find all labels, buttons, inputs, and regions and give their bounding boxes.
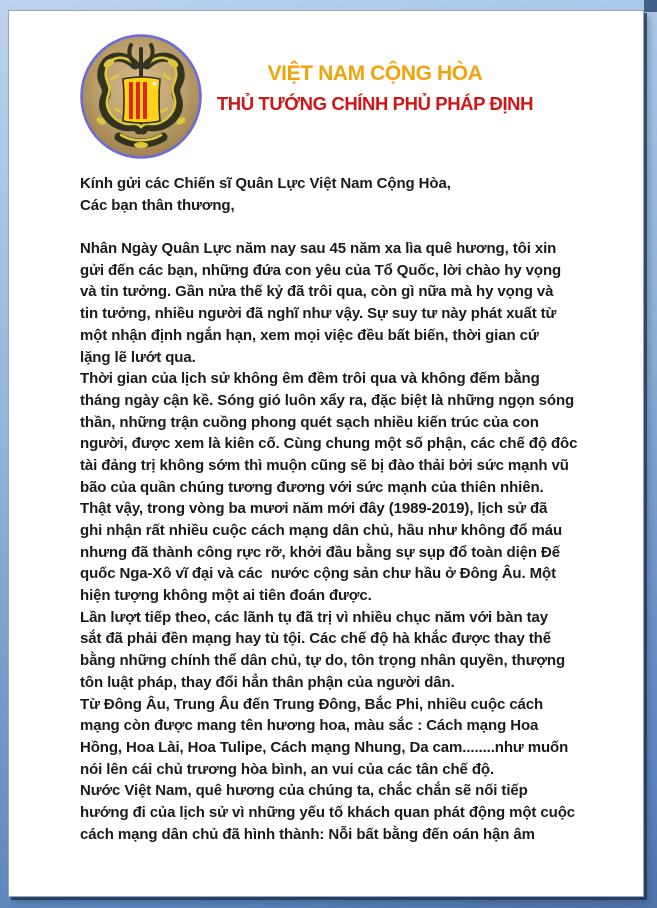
letter-line: Kính gửi các Chiến sĩ Quân Lực Việt Nam Cộng Hòa, (80, 175, 451, 192)
letter-line: Thời gian của lịch sử không êm đềm trôi qua và không đếm bằng (80, 370, 540, 388)
letter-line: tôn luật pháp, thay đổi hẳn thân phận của người dân. (80, 673, 455, 691)
letter-line: cách mạng dân chủ đã hình thành: Nỗi bất bằng đến oán hận âm (80, 825, 535, 843)
letter-line: quốc Nga-Xô vĩ đại và các nước cộng sản chư hầu ở Đông Âu. Một (80, 565, 556, 583)
letter-line: bằng những chính thể dân chủ, tự do, tôn trọng nhân quyền, thượng (80, 652, 566, 670)
letter-line: và tin tưởng. Gần nửa thế kỷ đã trôi qua, còn gì nữa mà hy vọng và (80, 283, 554, 301)
letter-line: thần, những trận cuồng phong quét sạch nhiều kiến trúc của con (80, 413, 539, 431)
letter-line: bão của quần chúng tương đương với sức mạnh của thiên nhiên. (80, 478, 544, 496)
letter-line: một nhận định ngắn hạn, xem mọi việc đều bất biến, thời gian cứ (80, 326, 539, 344)
letter-line: nhưng đã thành công rực rỡ, khởi đầu bằng sự sụp đổ toàn diện Đế (80, 543, 561, 561)
letter-line: lặng lẽ lướt qua. (80, 348, 196, 366)
letter-body (80, 173, 615, 845)
south-vietnam-seal-icon (79, 33, 203, 160)
letter-line: hiện tượng không một ai tiên đoán được. (80, 587, 372, 605)
letter-line: Lần lượt tiếp theo, các lãnh tụ đã trị vì nhiều chục năm với bàn tay (80, 608, 548, 626)
letter-line: Hồng, Hoa Lài, Hoa Tulipe, Cách mạng Nhung, Da cam........như muốn (80, 738, 569, 756)
letterhead-title: VIỆT NAM CỘNG HÒA (267, 62, 483, 85)
letter-line: nói lên cái chủ trương hòa bình, an vui của các tân chế độ. (80, 760, 495, 778)
letter-line: người, được xem là kiên cố. Cùng chung một số phận, các chế độ đôc (80, 435, 578, 453)
letter-line: gửi đến các bạn, những đứa con yêu của Tổ Quốc, lời chào hy vọng (80, 261, 562, 279)
document-page (8, 10, 644, 897)
letter-line: Nhân Ngày Quân Lực năm nay sau 45 năm xa lìa quê hương, tôi xin (80, 240, 557, 258)
letter-line: Các bạn thân thương, (80, 196, 235, 214)
letter-line: Thật vậy, trong vòng ba mươi năm mới đây (1989-2019), lịch sử đã (80, 500, 548, 518)
letterhead (205, 61, 545, 116)
letter-line: Nước Việt Nam, quê hương của chúng ta, chắc chắn sẽ nối tiếp (80, 782, 528, 800)
letter-line: Từ Đông Âu, Trung Âu đến Trung Đông, Bắc Phi, nhiều cuộc cách (80, 695, 544, 713)
letter-line (80, 216, 615, 238)
letter-line: tháng ngày cận kề. Sóng gió luôn xẩy ra, đặc biệt là những ngọn sóng (80, 391, 575, 409)
letter-line: mạng còn được mang tên hương hoa, màu sắc : Cách mạng Hoa (80, 717, 539, 735)
letter-line: tài đảng trị không sớm thì muộn cũng sẽ bị đào thải bởi sức mạnh vũ (80, 456, 569, 474)
letter-line: hướng đi của lịch sử vì những yếu tố khách quan phát động một cuộc (80, 803, 576, 821)
letter-line: sắt đã phải đền mạng hay tù tội. Các chế độ hà khắc được thay thế (80, 630, 551, 648)
frame-corner-shade (644, 0, 657, 12)
letter-line: ghi nhận rất nhiều cuộc cách mạng dân chủ, hầu như không đổ máu (80, 522, 563, 539)
letter-line: tin tưởng, nhiều người đã nghĩ như vậy. Sự suy tư này phát xuất từ (80, 305, 557, 323)
letterhead-subtitle: THỦ TƯỚNG CHÍNH PHỦ PHÁP ĐỊNH (216, 93, 534, 114)
